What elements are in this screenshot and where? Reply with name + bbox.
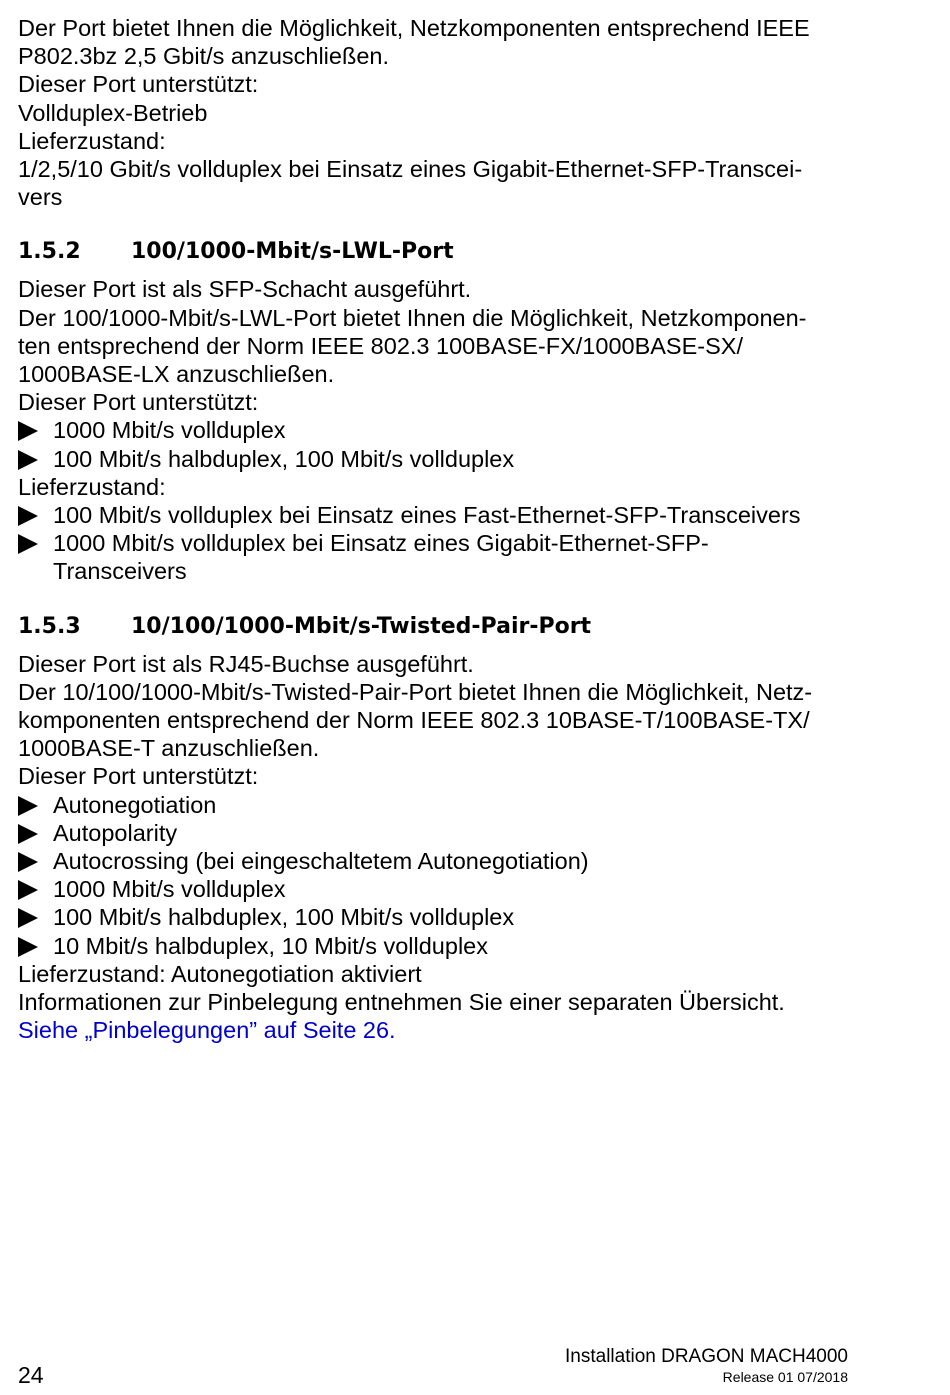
list-item: 100 Mbit/s halbduplex, 100 Mbit/s vollduplex [18,445,858,473]
body-line: Der 100/1000-Mbit/s-LWL-Port bietet Ihnen die Möglichkeit, Netzkomponen- [18,304,807,331]
list-item: 1000 Mbit/s vollduplex [18,875,858,903]
bullet-triangle-icon [18,824,38,844]
bullet-triangle-icon [18,796,38,816]
bullet-triangle-icon [18,534,38,554]
section-heading-1-5-3 [18,612,858,642]
body-line: 1000BASE-LX anzuschließen. [18,361,335,388]
body-line: komponenten entsprechend der Norm IEEE 802.3 10BASE-T/100BASE-TX/ [18,707,810,734]
intro-line: Lieferzustand: [18,127,166,154]
bullet-triangle-icon [18,908,38,928]
bullet-triangle-icon [18,450,38,470]
section-heading-1-5-2 [18,237,858,267]
intro-line: P802.3bz 2,5 Gbit/s anzuschließen. [18,43,389,70]
intro-line: Vollduplex-Betrieb [18,99,208,126]
bullet-triangle-icon [18,852,38,872]
pin-info: Informationen zur Pinbelegung entnehmen Sie einer separaten Übersicht. [18,989,785,1016]
footer-info [565,1346,848,1386]
section-title: 10/100/1000-Mbit/s-Twisted-Pair-Port [131,613,592,639]
pinbelegungen-link[interactable]: Siehe „Pinbelegungen” auf Seite 26. [18,1017,396,1044]
intro-line: 1/2,5/10 Gbit/s vollduplex bei Einsatz eines Gigabit-Ethernet-SFP-Transcei- [18,156,803,183]
intro-line: Dieser Port unterstützt: [18,71,259,98]
body-line: ten entsprechend der Norm IEEE 802.3 100BASE-FX/1000BASE-SX/ [18,332,743,359]
section-body-1-5-2 [18,275,858,585]
list-item: 10 Mbit/s halbduplex, 10 Mbit/s vollduplex [18,932,858,960]
intro-block [18,14,858,211]
supports-label: Dieser Port unterstützt: [18,763,259,790]
body-line: Dieser Port ist als SFP-Schacht ausgeführt. [18,276,472,303]
footer-release: Release 01 07/2018 [722,1369,848,1385]
section-title: 100/1000-Mbit/s-LWL-Port [131,239,454,265]
bullet-triangle-icon [18,880,38,900]
section-body-1-5-3 [18,650,858,1045]
body-line: Der 10/100/1000-Mbit/s-Twisted-Pair-Port bietet Ihnen die Möglichkeit, Netz- [18,678,813,705]
section-number: 1.5.2 [18,239,81,265]
footer-title: Installation DRAGON MACH4000 [565,1346,848,1367]
page-content [18,14,858,1045]
bullet-triangle-icon [18,421,38,441]
list-item: Autopolarity [18,819,858,847]
list-item: Autocrossing (bei eingeschaltetem Autonegotiation) [18,847,858,875]
body-line: Dieser Port ist als RJ45-Buchse ausgeführt. [18,650,474,677]
delivery-label: Lieferzustand: [18,473,166,500]
delivery-state: Lieferzustand: Autonegotiation aktiviert [18,960,422,987]
list-item: 100 Mbit/s halbduplex, 100 Mbit/s vollduplex [18,903,858,931]
list-item: 1000 Mbit/s vollduplex [18,416,858,444]
list-item-continuation: Transceivers [53,558,187,585]
section-number: 1.5.3 [18,613,81,639]
intro-line: vers [18,184,63,211]
bullet-triangle-icon [18,506,38,526]
intro-line: Der Port bietet Ihnen die Möglichkeit, Netzkomponenten entsprechend IEEE [18,15,810,41]
page-number: 24 [18,1362,44,1388]
bullet-triangle-icon [18,937,38,957]
list-item: 1000 Mbit/s vollduplex bei Einsatz eines Gigabit-Ethernet-SFP- [18,529,858,557]
supports-label: Dieser Port unterstützt: [18,389,259,416]
list-item: Autonegotiation [18,791,858,819]
list-item: 100 Mbit/s vollduplex bei Einsatz eines Fast-Ethernet-SFP-Transceivers [18,501,858,529]
body-line: 1000BASE-T anzuschließen. [18,735,320,762]
